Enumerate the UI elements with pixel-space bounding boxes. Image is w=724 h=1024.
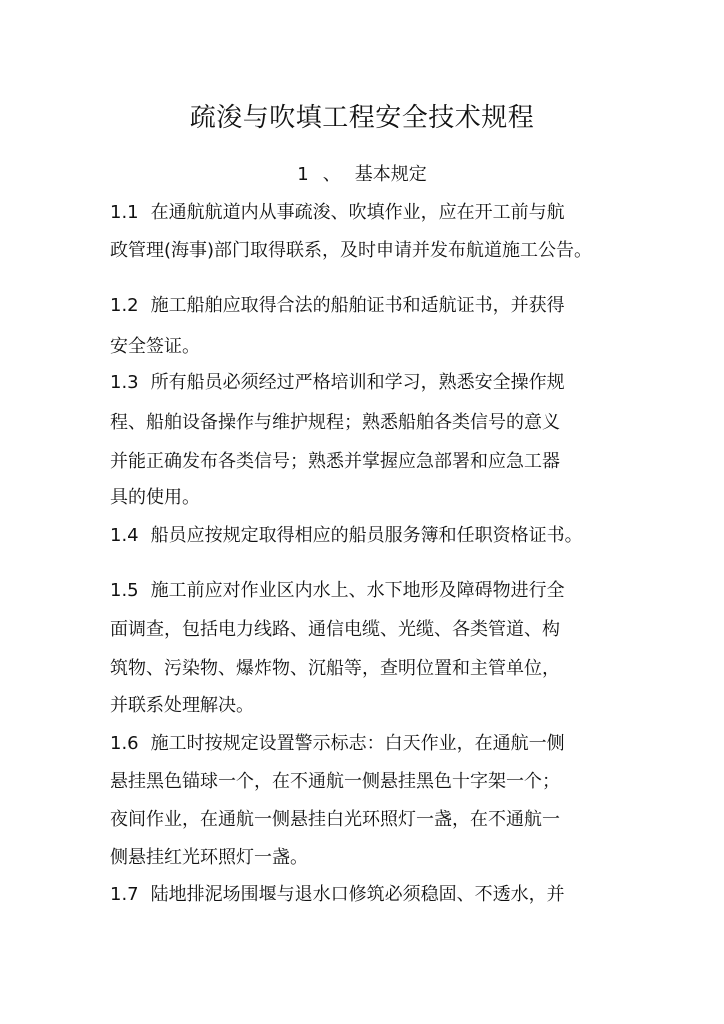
clause-text: 夜间作业，在通航一侧悬挂白光环照灯一盏，在不通航一 [110, 809, 560, 830]
clause-line [110, 200, 630, 226]
clause-continuation-line [110, 238, 630, 264]
clause-continuation-line [110, 656, 630, 682]
clause-continuation-line [110, 485, 630, 511]
clause-text: 施工前应对作业区内水上、水下地形及障碍物进行全 [150, 580, 565, 601]
clause-text: 筑物、污染物、爆炸物、沉船等，查明位置和主管单位， [110, 658, 560, 679]
section-title: 基本规定 [354, 164, 427, 185]
clause-text: 具的使用。 [110, 487, 200, 508]
section-number: 1 [297, 164, 309, 185]
clause-continuation-line [110, 807, 630, 833]
clause-text: 并能正确发布各类信号；熟悉并掌握应急部署和应急工器 [110, 451, 560, 472]
clause-text: 所有船员必须经过严格培训和学习，熟悉安全操作规 [150, 372, 565, 393]
clause-number: 1.1 [110, 202, 139, 223]
clause-number: 1.4 [110, 525, 139, 546]
clause-number: 1.6 [110, 733, 139, 754]
clause-line [110, 578, 630, 604]
clause-text: 侧悬挂红光环照灯一盏。 [110, 847, 308, 868]
clause-text: 并联系处理解决。 [110, 695, 254, 716]
clause-continuation-line [110, 617, 630, 643]
clause-text: 陆地排泥场围堰与退水口修筑必须稳固、不透水，并 [150, 884, 565, 905]
clause-continuation-line [110, 334, 630, 360]
clause-number: 1.7 [110, 884, 139, 905]
clause-continuation-line [110, 449, 630, 475]
clause-continuation-line [110, 410, 630, 436]
clause-number: 1.3 [110, 372, 139, 393]
clause-text: 施工船舶应取得合法的船舶证书和适航证书，并获得 [150, 295, 565, 316]
document-title: 疏浚与吹填工程安全技术规程 [189, 103, 535, 133]
clause-text: 程、船舶设备操作与维护规程；熟悉船舶各类信号的意义 [110, 412, 560, 433]
clause-continuation-line [110, 693, 630, 719]
clause-text: 政管理(海事)部门取得联系，及时申请并发布航道施工公告。 [110, 240, 593, 261]
clause-text: 悬挂黑色锚球一个，在不通航一侧悬挂黑色十字架一个； [110, 771, 560, 792]
clause-continuation-line [110, 769, 630, 795]
clause-line [110, 293, 630, 319]
section-separator: 、 [322, 164, 341, 185]
section-heading [0, 162, 724, 188]
clause-line [110, 523, 630, 549]
clause-number: 1.2 [110, 295, 139, 316]
clause-number: 1.5 [110, 580, 139, 601]
clause-line [110, 882, 630, 908]
clause-text: 船员应按规定取得相应的船员服务簿和任职资格证书。 [150, 525, 583, 546]
clause-text: 施工时按规定设置警示标志：白天作业，在通航一侧 [150, 733, 565, 754]
clause-line [110, 731, 630, 757]
clause-line [110, 370, 630, 396]
clause-text: 面调查，包括电力线路、通信电缆、光缆、各类管道、构 [110, 619, 560, 640]
clause-text: 在通航航道内从事疏浚、吹填作业，应在开工前与航 [150, 202, 565, 223]
clause-continuation-line [110, 845, 630, 871]
clause-text: 安全签证。 [110, 336, 200, 357]
